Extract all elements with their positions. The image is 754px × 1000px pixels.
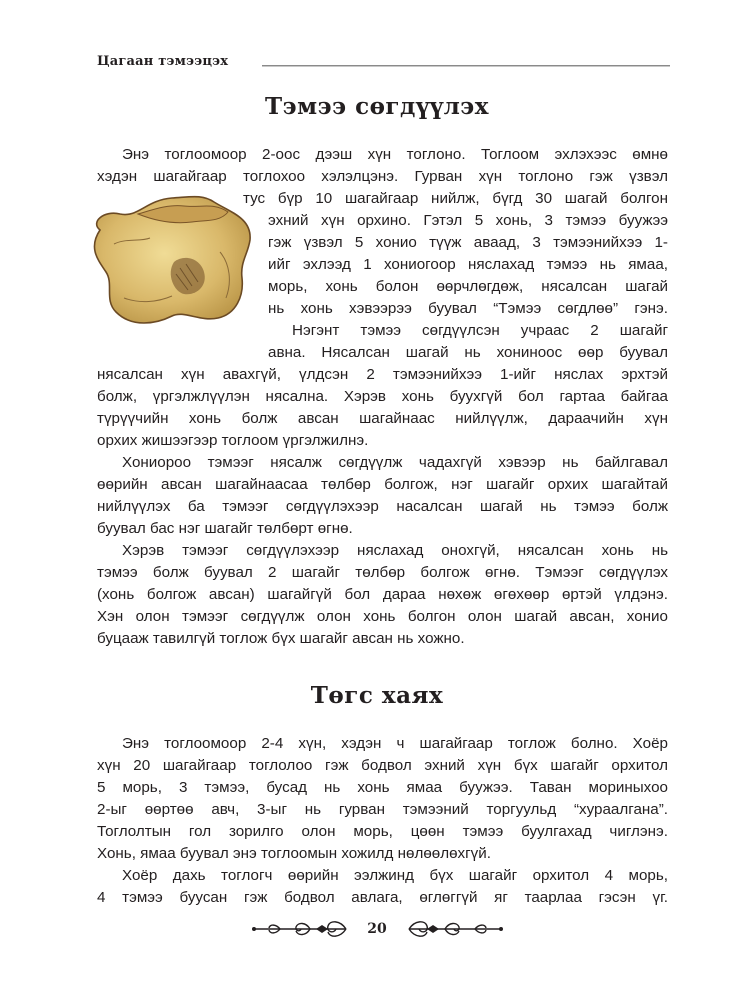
paragraph-line: Хониороо тэмээг нясалж сөгдүүлж чадахгүй хэвээр нь байлгавал xyxy=(122,454,668,471)
paragraph-line: ийг эхлээд 1 хониогоор няслахад тэмээ нь ямаа, xyxy=(268,256,668,273)
header-divider xyxy=(262,65,670,67)
paragraph-line: Энэ тоглоомоор 2-4 хүн, хэдэн ч шагайгаар тоглож болно. Хоёр xyxy=(122,735,668,752)
paragraph-line: өөрийн авсан шагайнаасаа төлбөр болгож, нэг шагайг орхих шагайтай xyxy=(97,476,668,493)
paragraph-line: нийлүүлэх ба тэмээг сөгдүүлэхээр насалсан шагай нь тэмээ болж xyxy=(97,498,668,515)
section-title-togs-khayakh: Төгс хаях xyxy=(310,682,444,709)
paragraph-line: нясалсан хүн авахгүй, үлдсэн 2 тэмээнийхээ 1-ийг няслах эрхтэй xyxy=(97,366,668,383)
paragraph-line: хэдэн шагайгаар тоглохоо хэлэлцэнэ. Гурван хүн тоглоно гэж үзвэл xyxy=(97,168,668,185)
paragraph-line: буувал бас нэг шагайг төлбөрт өгнө. xyxy=(97,520,353,537)
paragraph-line: Энэ тоглоомоор 2-оос дээш хүн тоглоно. Тоглоом эхлэхээс өмнө xyxy=(122,146,668,163)
paragraph-line: түрүүчийн хонь болж авсан шагайнаас нийлүүлж, дараачийн хүн xyxy=(97,410,668,427)
page-number: 20 xyxy=(367,921,387,937)
paragraph-line: авна. Нясалсан шагай нь хониноос өөр буувал xyxy=(268,344,668,361)
paragraph-line: тэмээ болж буувал 2 шагайг төлбөр болгож өгнө. Тэмээг сөгдүүлэх xyxy=(97,564,668,581)
paragraph-line: нь хонь хэвээрээ буувал “Тэмээ сөгдлөө” гэнэ. xyxy=(268,300,668,317)
paragraph-line: Хонь, ямаа буувал энэ тоглоомын хожилд нөлөөлөхгүй. xyxy=(97,845,491,862)
section-title-temee-sogduulekh: Тэмээ сөгдүүлэх xyxy=(264,93,490,120)
paragraph-line: Тоглолтын гол зорилго олон морь, цөөн тэмээ буулгахад чиглэнэ. xyxy=(97,823,668,840)
paragraph-line: буцааж тавилгүй тоглож бүх шагайг авсан нь хожно. xyxy=(97,630,465,647)
paragraph-line: эхний хүн орхино. Гэтэл 5 хонь, 3 тэмээ буужээ xyxy=(268,212,668,229)
paragraph-line: хүн 20 шагайгаар тоглолоо гэж бодвол эхний хүн бүх шагайг орхитол xyxy=(97,757,668,774)
running-title: Цагаан тэмээцэх xyxy=(97,54,229,69)
paragraph-line: Хэн олон тэмээг сөгдүүлж олон хонь болгон олон шагай авсан, хонио xyxy=(97,608,668,625)
paragraph-line: Нэгэнт тэмээ сөгдүүлсэн учраас 2 шагайг xyxy=(292,322,668,339)
paragraph-line: (хонь болгож авсан) шагайгүй бол дараа нөхөж өгөхөөр өртэй үлдэнэ. xyxy=(97,586,668,603)
paragraph-line: орхих жишээгээр тоглоом үргэлжилнэ. xyxy=(97,432,369,449)
paragraph-line: гэж үзвэл 5 хонио түүж аваад, 3 тэмээнийхээ 1- xyxy=(268,234,668,251)
right-ornament-icon xyxy=(400,914,505,944)
paragraph-line: тус бүр 10 шагайгаар нийлж, бүгд 30 шагай болгон xyxy=(243,190,668,207)
shagai-illustration xyxy=(80,192,260,332)
paragraph-line: 2-ыг өөртөө авч, 3-ыг нь гурван тэмээний торгуульд “хураалгана”. xyxy=(97,801,668,818)
paragraph-line: 5 морь, 3 тэмээ, бусад нь хонь ямаа буужээ. Таван мориныхоо xyxy=(97,779,668,796)
paragraph-line: Хэрэв тэмээг сөгдүүлэхээр няслахад онохгүй, нясалсан хонь нь xyxy=(122,542,668,559)
paragraph-line: морь, хонь болон өөрчлөгдөж, нясалсан шагай xyxy=(268,278,668,295)
paragraph-line: 4 тэмээ буусан гэж бодвол авлага, өглөггүй яг таарлаа гэсэн үг. xyxy=(97,889,668,906)
paragraph-line: болж, үргэлжлүүлэн нясална. Хэрэв хонь буухгүй бол гартаа байгаа xyxy=(97,388,668,405)
paragraph-line: Хоёр дахь тоглогч өөрийн ээлжинд бүх шагайг орхитол 4 морь, xyxy=(122,867,668,884)
